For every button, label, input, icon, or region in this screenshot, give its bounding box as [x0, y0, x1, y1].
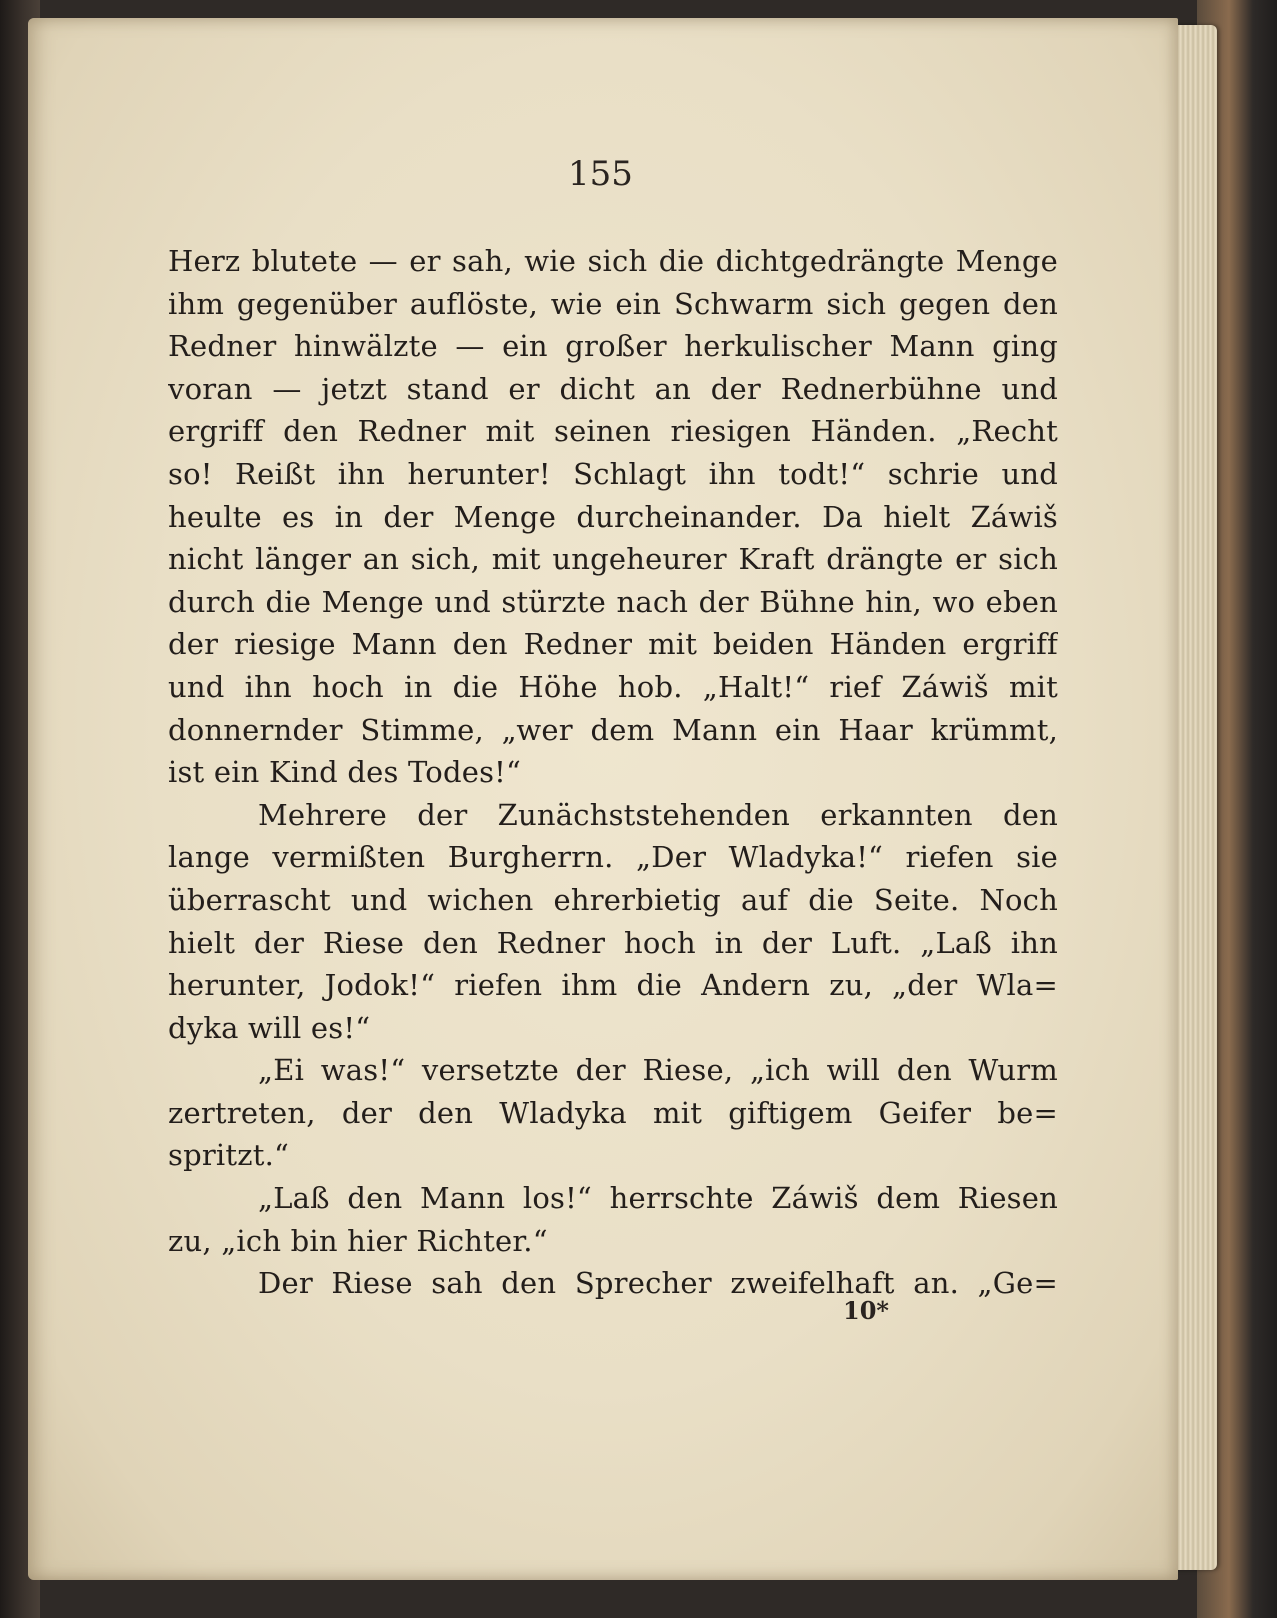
text-line: spritzt.“: [168, 1138, 290, 1173]
text-line: zu, „ich bin hier Richter.“: [168, 1223, 548, 1258]
book-page: [28, 18, 1178, 1580]
text-line: dyka will es!“: [168, 1010, 371, 1045]
text-line: Herz blutete — er sah, wie sich die dichtgedrängte Menge: [168, 244, 1058, 278]
text-line: voran — jetzt stand er dicht an der Rednerbühne und: [168, 371, 1058, 406]
text-line: und ihn hoch in die Höhe hob. „Halt!“ rief Záwiš mit: [168, 669, 1058, 704]
text-line: heulte es in der Menge durcheinander. Da hielt Záwiš: [168, 499, 1058, 534]
text-line: donnernder Stimme, „wer dem Mann ein Haar krümmt,: [168, 712, 1058, 747]
text-line: hielt der Riese den Redner hoch in der Luft. „Laß ihn: [168, 925, 1058, 960]
text-line: lange vermißten Burgherrn. „Der Wladyka!“ riefen sie: [168, 840, 1058, 875]
text-line: herunter, Jodok!“ riefen ihm die Andern zu, „der Wla=: [168, 968, 1058, 1003]
page-number: 155: [568, 154, 633, 194]
text-line: ergriff den Redner mit seinen riesigen Händen. „Recht: [168, 414, 1058, 449]
text-line: zertreten, der den Wladyka mit giftigem Geifer be=: [168, 1095, 1058, 1130]
text-line: durch die Menge und stürzte nach der Bühne hin, wo eben: [168, 584, 1058, 619]
printer-signature-mark: 10*: [843, 1296, 889, 1325]
text-line: nicht länger an sich, mit ungeheurer Kraft drängte er sich: [168, 542, 1058, 577]
page-text: [168, 240, 1058, 1305]
text-line: so! Reißt ihn herunter! Schlagt ihn todt!“ schrie und: [168, 456, 1058, 491]
text-line: Der Riese sah den Sprecher zweifelhaft an. „Ge=: [258, 1266, 1058, 1301]
text-line: Redner hinwälzte — ein großer herkulischer Mann ging: [168, 329, 1058, 364]
text-line: „Ei was!“ versetzte der Riese, „ich will den Wurm: [258, 1053, 1058, 1088]
text-line: Mehrere der Zunächststehenden erkannten den: [258, 797, 1058, 832]
text-line: ist ein Kind des Todes!“: [168, 755, 522, 790]
text-line: ihm gegenüber auflöste, wie ein Schwarm sich gegen den: [168, 286, 1058, 321]
text-line: der riesige Mann den Redner mit beiden Händen ergriff: [168, 627, 1058, 662]
text-line: „Laß den Mann los!“ herrschte Záwiš dem Riesen: [258, 1181, 1058, 1216]
text-line: überrascht und wichen ehrerbietig auf die Seite. Noch: [168, 882, 1058, 917]
